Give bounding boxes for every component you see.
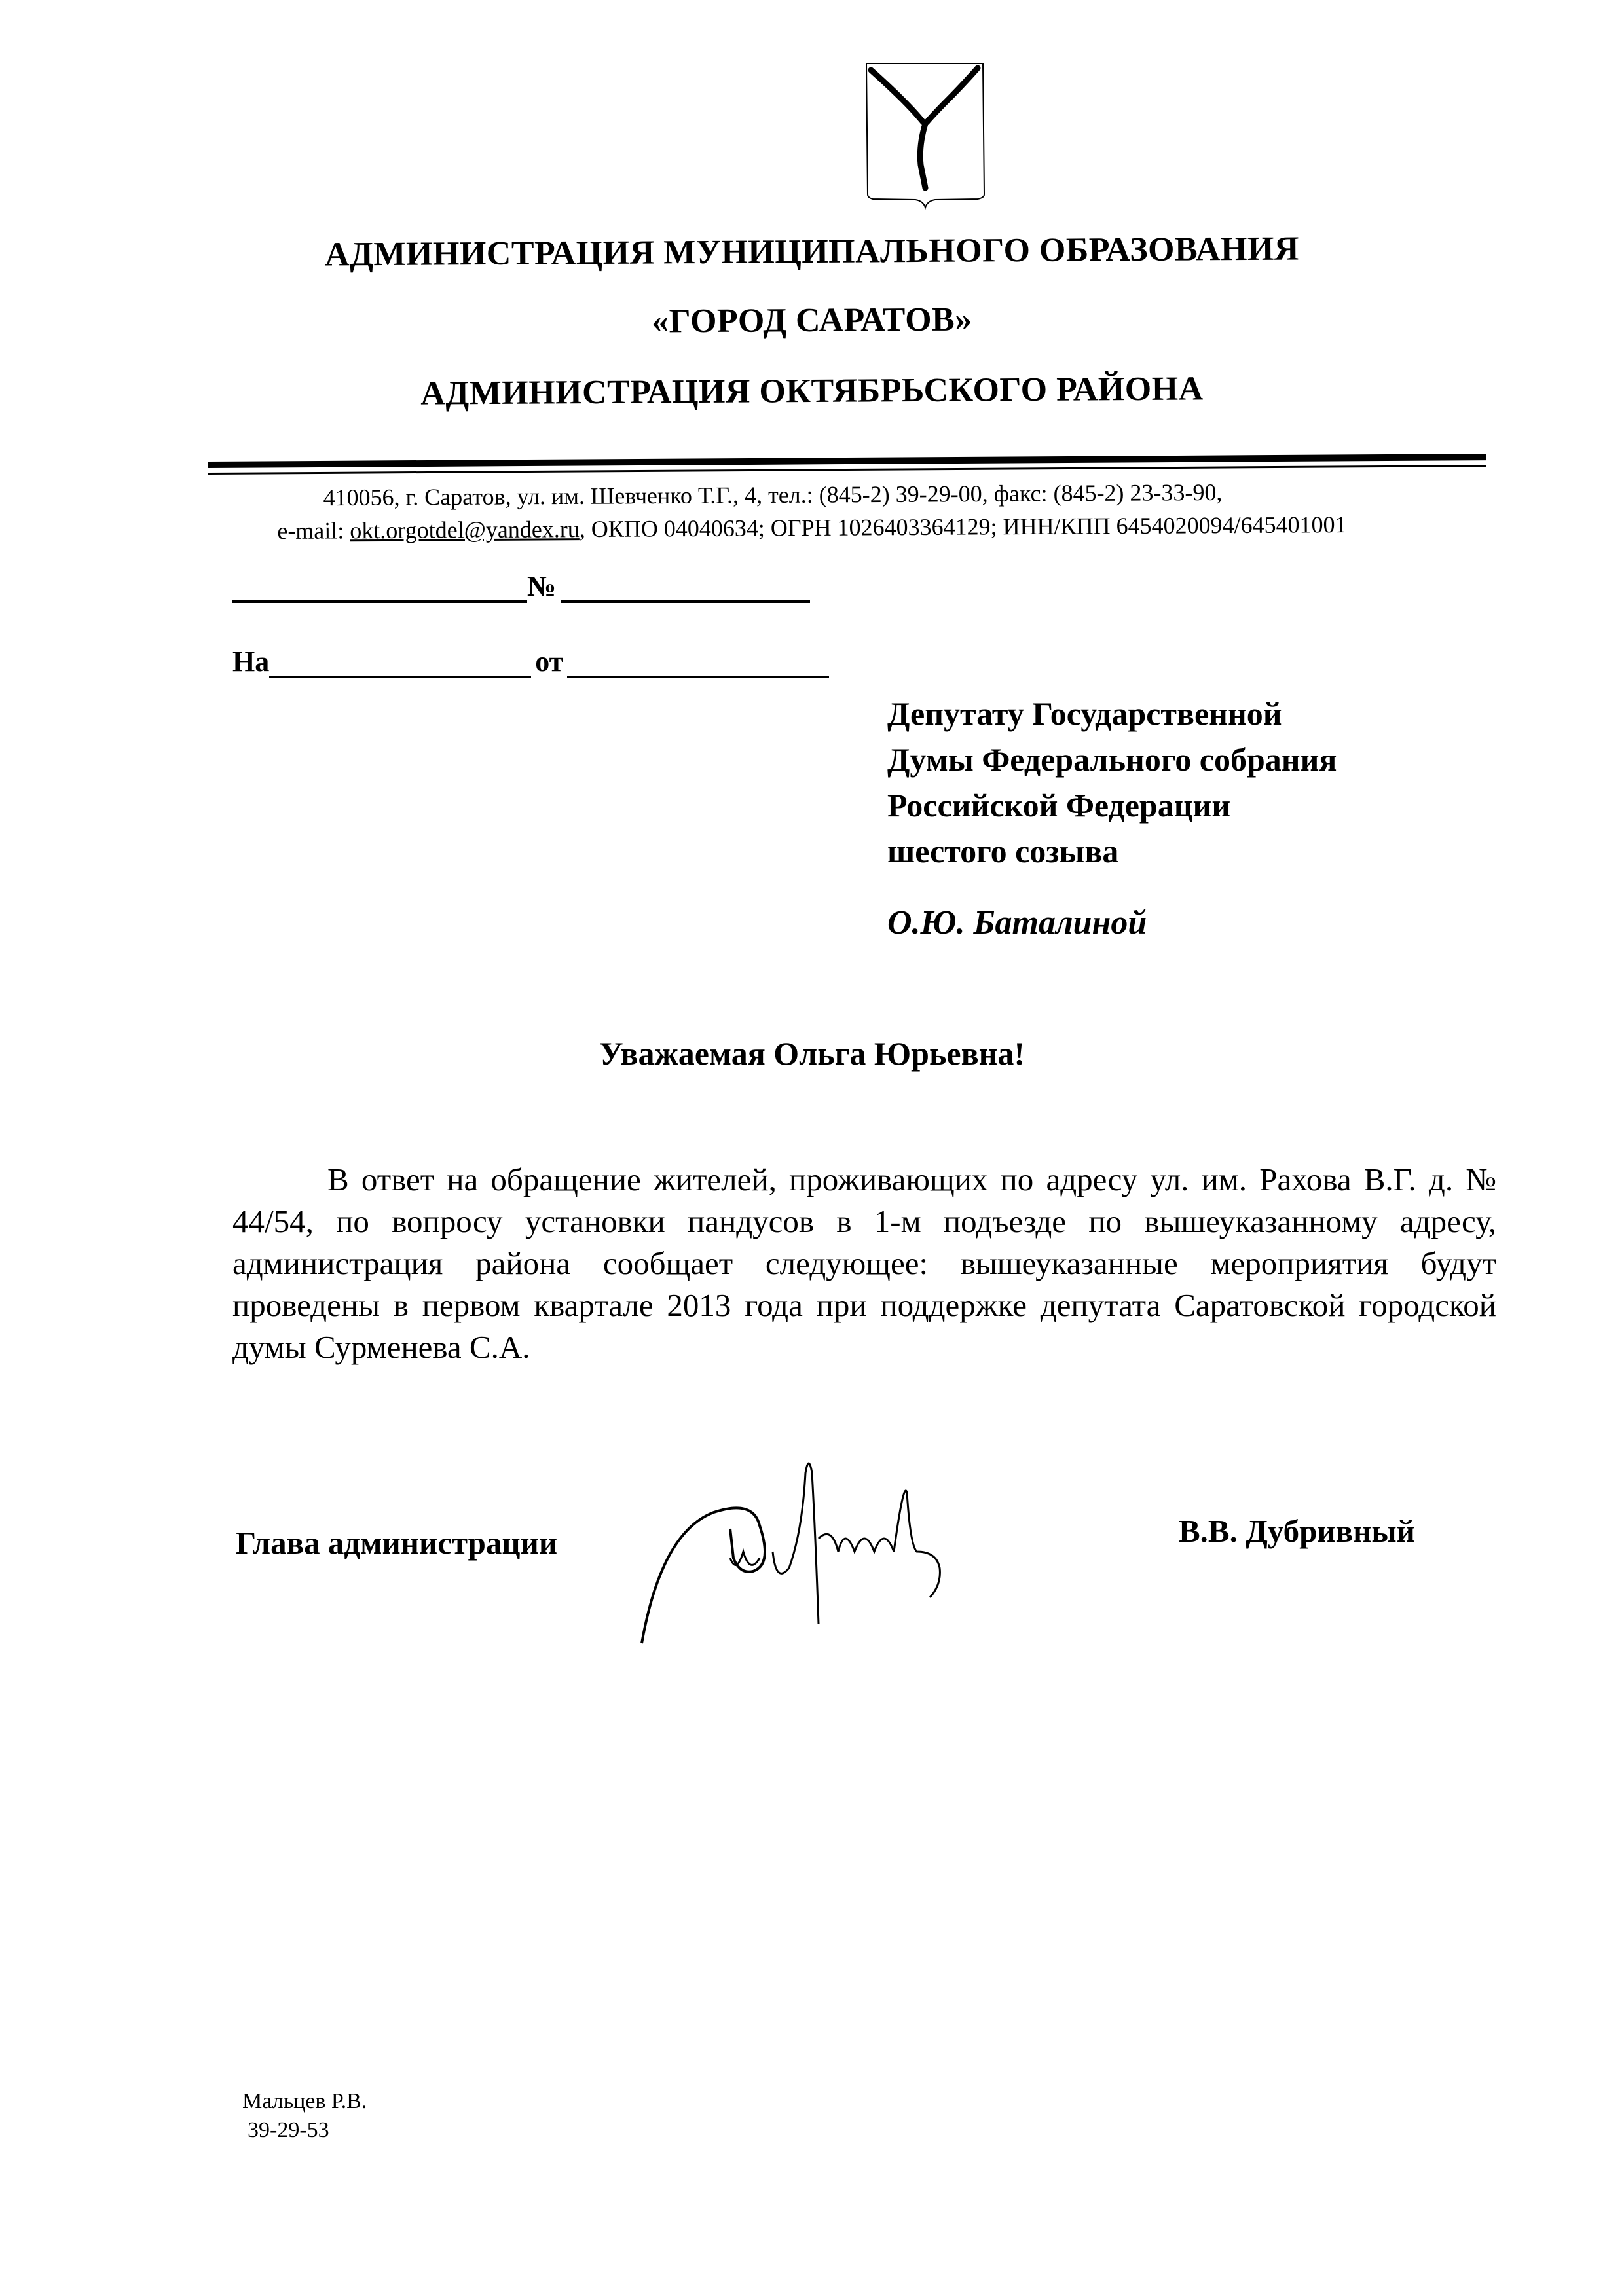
- handwritten-signature-icon: [622, 1453, 1146, 1663]
- letterhead-line-2: «ГОРОД САРАТОВ»: [652, 301, 972, 340]
- number-label: №: [527, 570, 557, 602]
- contact-address: 410056, г. Саратов, ул. им. Шевченко Т.Г., 4, тел.: (845-2) 39-29-00, факс: (845-2) 23-33-90,: [323, 479, 1223, 511]
- reply-to-label: На: [232, 646, 270, 678]
- outgoing-number-field: [561, 574, 810, 603]
- reply-to-field: [269, 649, 531, 678]
- from-date-field: [567, 649, 829, 678]
- letter-body: В ответ на обращение жителей, проживающих по адресу ул. им. Рахова В.Г. д. № 44/54, по вопросу установки пандусов в 1-м подъезде по вышеуказанному адресу, администрация района сообщает следующее: вышеуказанные мероприятия будут проведены в первом квартале 2013 года при поддержке депутата Саратовской городской думы Сурменева С.А.: [232, 1161, 1496, 1365]
- from-label: от: [535, 646, 564, 678]
- executor-name: Мальцев Р.В.: [242, 2089, 367, 2113]
- addressee-line: Депутату Государственной: [887, 695, 1282, 732]
- saratov-coat-of-arms-icon: [863, 60, 987, 211]
- registry-codes: , ОКПО 04040634; ОГРН 1026403364129; ИНН/КПП 6454020094/645401001: [579, 511, 1347, 543]
- executor-block: [242, 2087, 367, 2145]
- contact-registry-line: [0, 509, 1624, 546]
- incoming-reference: [232, 645, 829, 678]
- signatory-name: В.В. Дубривный: [1179, 1513, 1415, 1549]
- letterhead-line-1: АДМИНИСТРАЦИЯ МУНИЦИПАЛЬНОГО ОБРАЗОВАНИЯ: [324, 230, 1300, 274]
- salutation: Уважаемая Ольга Юрьевна!: [599, 1035, 1025, 1072]
- addressee-name: О.Ю. Баталиной: [887, 904, 1147, 941]
- executor-phone: 39-29-53: [248, 2118, 329, 2142]
- letterhead-line-3: АДМИНИСТРАЦИЯ ОКТЯБРЬСКОГО РАЙОНА: [420, 370, 1204, 412]
- outgoing-registration: [232, 570, 810, 603]
- addressee-line: шестого созыва: [887, 833, 1119, 869]
- email-link[interactable]: okt.orgotdel@yandex.ru: [350, 516, 580, 544]
- email-label: e-mail:: [277, 517, 350, 544]
- addressee-block: [887, 691, 1337, 874]
- addressee-line: Думы Федерального собрания: [887, 741, 1337, 778]
- signatory-title: Глава администрации: [236, 1525, 558, 1561]
- outgoing-date-field: [232, 574, 527, 603]
- addressee-line: Российской Федерации: [887, 787, 1231, 824]
